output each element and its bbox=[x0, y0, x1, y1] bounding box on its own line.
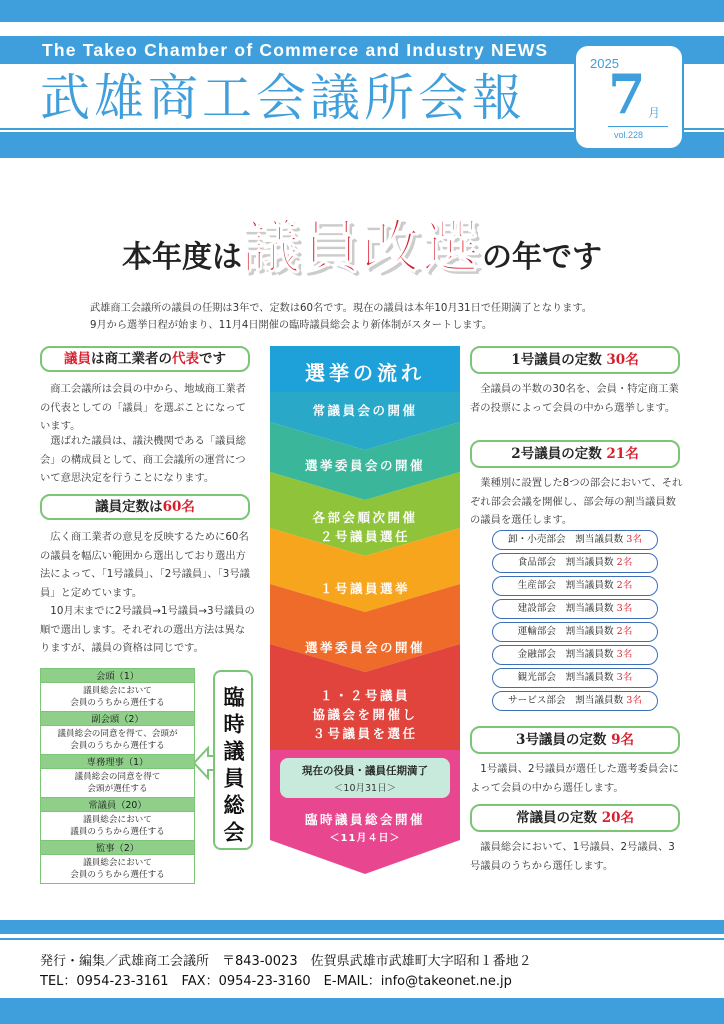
officer-desc bbox=[40, 683, 195, 711]
flow-step-6-line-1: １・２号議員 bbox=[319, 688, 410, 703]
rep-heading bbox=[40, 346, 250, 372]
officer-desc-line-1: 議員総会において bbox=[83, 686, 152, 696]
department-name: 観光部会 bbox=[517, 672, 557, 683]
rep-heading-c: 代表 bbox=[172, 351, 199, 367]
officer-desc-line-2: 議員のうちから選任する bbox=[70, 827, 165, 837]
rep-paragraph-2: 選ばれた議員は、議決機関である「議員総会」の構成員として、商工会議所の運営について意思決定を行うことになります。 bbox=[40, 435, 246, 484]
officer-row bbox=[40, 668, 195, 711]
department-count: 3名 bbox=[626, 695, 642, 706]
department-name: 食品部会 bbox=[517, 557, 557, 568]
flow-step-4: １号議員選挙 bbox=[319, 581, 410, 596]
department-name: 金融部会 bbox=[517, 649, 557, 660]
member-3-count: 9名 bbox=[611, 732, 634, 748]
standing-count: 20名 bbox=[601, 810, 634, 826]
masthead-top-band bbox=[0, 0, 724, 22]
officer-desc bbox=[40, 855, 195, 884]
member-2-heading-label: 2号議員の定数 bbox=[511, 446, 602, 462]
member-1-text: 全議員の半数の30名を、会員・特定商工業者の投票によって会員の中から選挙します。 bbox=[470, 383, 679, 414]
flow-final-label: 臨時議員総会開催 bbox=[304, 812, 425, 827]
department-label: 割当議員数 bbox=[565, 649, 614, 660]
department-count: 2名 bbox=[616, 557, 633, 568]
member-3-text: 1号議員、2号議員が選任した選考委員会によって会員の中から選任します。 bbox=[470, 763, 679, 794]
flow-step-5: 選挙委員会の開催 bbox=[304, 640, 425, 655]
quota-paragraph-2: 10月末までに2号議員→1号議員→3号議員の順で選出します。それぞれの選出方法は異なりますが、議員の資格は同じです。 bbox=[40, 605, 255, 654]
issue-box bbox=[574, 44, 684, 150]
department-count: 2名 bbox=[616, 580, 633, 591]
issue-divider bbox=[608, 126, 668, 127]
flow-step-6-line-3: ３号議員を選任 bbox=[312, 726, 418, 741]
flow-step-3 bbox=[270, 508, 460, 546]
department-item bbox=[492, 645, 658, 665]
officers-table bbox=[40, 668, 195, 884]
department-label: 割当議員数 bbox=[565, 626, 614, 637]
department-item bbox=[492, 530, 658, 550]
term-expiry-date: ＜10月31日＞ bbox=[333, 783, 397, 794]
officer-desc bbox=[40, 769, 195, 797]
flow-step-6 bbox=[270, 686, 460, 743]
officer-desc-line-1: 議員総会の同意を得て、会頭が bbox=[57, 729, 178, 739]
officer-desc-line-1: 議員総会の同意を得て bbox=[74, 772, 161, 782]
officer-desc-line-2: 会員のうちから選任する bbox=[70, 698, 165, 708]
officer-desc bbox=[40, 812, 195, 840]
term-expiry-label: 現在の役員・議員任期満了 bbox=[302, 765, 428, 777]
officer-title: 常議員（20） bbox=[40, 797, 195, 812]
member-1-count: 30名 bbox=[606, 352, 639, 368]
department-name: 建設部会 bbox=[517, 603, 557, 614]
intro-text bbox=[90, 300, 650, 334]
issue-month: 7 bbox=[608, 62, 646, 126]
department-label: 割当議員数 bbox=[575, 695, 624, 706]
department-label: 割当議員数 bbox=[575, 534, 624, 545]
footer-publisher: 発行・編集／武雄商工会議所 〒843-0023 佐賀県武雄市武雄町大字昭和１番地２ bbox=[40, 954, 532, 969]
flow-step-3-line-2: ２号議員選任 bbox=[319, 529, 410, 544]
officer-desc bbox=[40, 726, 195, 754]
member-2-heading bbox=[470, 440, 680, 468]
japanese-title: 武雄商工会議所会報 bbox=[40, 69, 526, 127]
footer-contact: TEL：0954-23-3161 FAX：0954-23-3160 E-MAIL：info@takeonet.ne.jp bbox=[40, 974, 512, 989]
footer-band-bottom bbox=[0, 998, 724, 1024]
member-3-heading bbox=[470, 726, 680, 754]
member-2-count: 21名 bbox=[606, 446, 639, 462]
extraordinary-meeting-label: 臨時議員総会 bbox=[221, 686, 246, 848]
headline-prefix: 本年度は bbox=[121, 240, 242, 275]
officer-title: 副会頭（2） bbox=[40, 711, 195, 726]
officer-row bbox=[40, 840, 195, 884]
department-label: 割当議員数 bbox=[565, 557, 614, 568]
department-count: 2名 bbox=[616, 626, 633, 637]
officer-title: 専務理事（1） bbox=[40, 754, 195, 769]
rep-heading-a: 議員 bbox=[64, 351, 91, 367]
quota-heading-b: 60名 bbox=[162, 499, 195, 515]
department-item bbox=[492, 668, 658, 688]
department-name: サービス部会 bbox=[508, 695, 566, 706]
rep-paragraph-1: 商工会議所は会員の中から、地域商工業者の代表としての「議員」を選ぶことになっています。 bbox=[40, 383, 246, 432]
flow-step-6-line-2: 協議会を開催し bbox=[312, 707, 418, 722]
department-name: 運輸部会 bbox=[517, 626, 557, 637]
headline-suffix: の年です bbox=[482, 240, 602, 275]
officer-desc-line-1: 議員総会において bbox=[83, 815, 152, 825]
flow-final-date: ＜11月４日＞ bbox=[329, 833, 401, 844]
english-title: The Takeo Chamber of Commerce and Industry NEWS bbox=[42, 40, 549, 60]
officer-title: 監事（2） bbox=[40, 840, 195, 855]
quota-heading-a: 議員定数は bbox=[95, 499, 163, 515]
rep-heading-d: です bbox=[199, 351, 226, 367]
department-name: 生産部会 bbox=[517, 580, 557, 591]
footer-band-top bbox=[0, 920, 724, 934]
department-item bbox=[492, 599, 658, 619]
officer-desc-line-2: 会員のうちから選任する bbox=[70, 870, 165, 880]
standing-text: 議員総会において、1号議員、2号議員、3号議員のうちから選任します。 bbox=[470, 841, 675, 872]
department-item bbox=[492, 691, 658, 711]
officer-desc-line-2: 会員のうちから選任する bbox=[70, 741, 165, 751]
officer-title: 会頭（1） bbox=[40, 668, 195, 683]
flow-title: 選挙の流れ bbox=[305, 361, 425, 385]
officer-desc-line-1: 議員総会において bbox=[83, 858, 152, 868]
rep-heading-b: は商工業者の bbox=[91, 351, 172, 367]
officer-row bbox=[40, 797, 195, 840]
department-count: 3名 bbox=[616, 603, 633, 614]
quota-paragraph-1: 広く商工業者の意見を反映するために60名の議員を幅広い範囲から選出しており選出方法によって、「1号議員」、「2号議員」、「3号議員」と定めています。 bbox=[40, 531, 250, 599]
issue-month-unit: 月 bbox=[648, 106, 661, 120]
headline bbox=[0, 200, 724, 284]
flow-step-2: 選挙委員会の開催 bbox=[304, 458, 425, 473]
standing-heading-label: 常議員の定数 bbox=[516, 810, 597, 826]
quota-heading bbox=[40, 494, 250, 520]
department-count: 3名 bbox=[616, 672, 633, 683]
member-3-heading-label: 3号議員の定数 bbox=[515, 732, 607, 748]
department-name: 卸・小売部会 bbox=[508, 534, 566, 545]
extraordinary-meeting-box bbox=[213, 670, 253, 850]
department-count: 3名 bbox=[626, 534, 642, 545]
issue-volume: vol.228 bbox=[614, 130, 644, 140]
footer-band-line bbox=[0, 938, 724, 940]
officer-row bbox=[40, 711, 195, 754]
member-1-heading-label: 1号議員の定数 bbox=[511, 352, 602, 368]
flow-step-1: 常議員会の開催 bbox=[312, 403, 418, 418]
headline-emphasis: 議員改選 bbox=[241, 213, 482, 281]
member-1-heading bbox=[470, 346, 680, 374]
intro-line-2: 9月から選挙日程が始まり、11月4日開催の臨時議員総会より新体制がスタートします。 bbox=[90, 320, 493, 331]
department-label: 割当議員数 bbox=[565, 672, 614, 683]
department-item bbox=[492, 553, 658, 573]
member-2-text: 業種別に設置した8つの部会において、それぞれ部会会議を開催し、部会毎の割当議員数の議員を選任します。 bbox=[470, 477, 683, 526]
department-label: 割当議員数 bbox=[565, 603, 614, 614]
intro-line-1: 武雄商工会議所の議員の任期は3年で、定数は60名です。現在の議員は本年10月31日で任期満了となります。 bbox=[90, 303, 592, 314]
department-item bbox=[492, 622, 658, 642]
department-item bbox=[492, 576, 658, 596]
department-count: 3名 bbox=[616, 649, 633, 660]
flow-final bbox=[270, 810, 460, 848]
officer-desc-line-2: 会頭が選任する bbox=[87, 784, 148, 794]
term-expiry-box bbox=[280, 758, 450, 798]
flow-step-3-line-1: 各部会順次開催 bbox=[312, 510, 418, 525]
issue-year: 2025 bbox=[590, 56, 619, 71]
officer-row bbox=[40, 754, 195, 797]
standing-heading bbox=[470, 804, 680, 832]
department-label: 割当議員数 bbox=[565, 580, 614, 591]
